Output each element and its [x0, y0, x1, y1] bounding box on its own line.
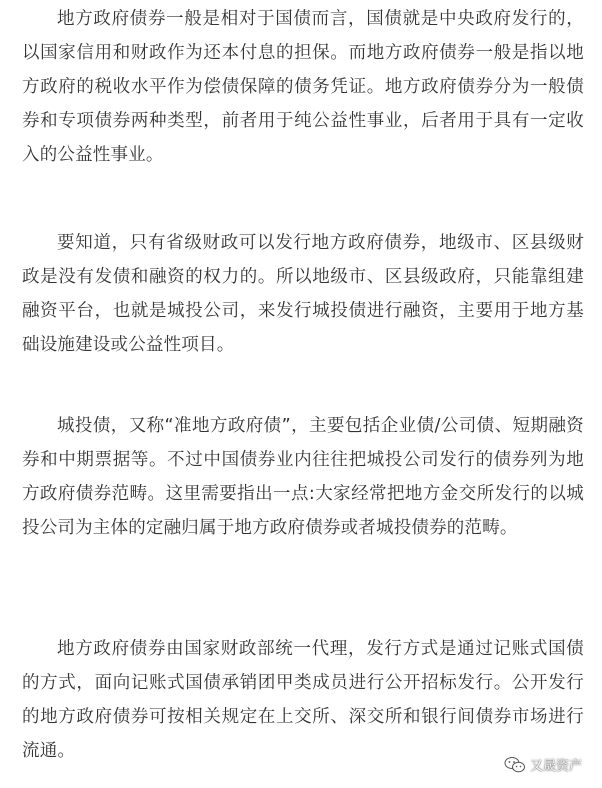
- paragraph-local-gov-bonds-definition: 地方政府债券一般是相对于国债而言，国债就是中央政府发行的，以国家信用和财政作为还本付息的担保。而地方政府债券一般是指以地方政府的税收水平作为偿债保障的债务凭证。地方政府债券分为一般债券和专项债券两种类型，前者用于纯公益性事业，后者用于具有一定收入的公益性事业。: [22, 9, 584, 165]
- watermark-text: 又晟资产: [529, 759, 582, 774]
- paragraph-chengtou-bonds: 城投债，又称“准地方政府债”，主要包括企业债/公司债、短期融资券和中期票据等。不过中国债券业内往往把城投公司发行的债券列为地方政府债券范畴。这里需要指出一点:大家经常把地方金交所发行的以城投公司为主体的定融归属于地方政府债券或者城投债券的范畴。: [22, 416, 584, 538]
- watermark: [504, 755, 582, 774]
- paragraph-issuing-authority: 要知道，只有省级财政可以发行地方政府债券，地级市、区县级财政是没有发债和融资的权力的。所以地级市、区县级政府，只能靠组建融资平台，也就是城投公司，来发行城投债进行融资，主要用于地方基础设施建设或公益性项目。: [22, 233, 584, 355]
- paragraph-issuance-method: 地方政府债券由国家财政部统一代理，发行方式是通过记账式国债的方式，面向记账式国债承销团甲类成员进行公开招标发行。公开发行的地方政府债券可按相关规定在上交所、深交所和银行间债券市场进行流通。: [22, 639, 584, 761]
- wechat-icon: [504, 756, 526, 774]
